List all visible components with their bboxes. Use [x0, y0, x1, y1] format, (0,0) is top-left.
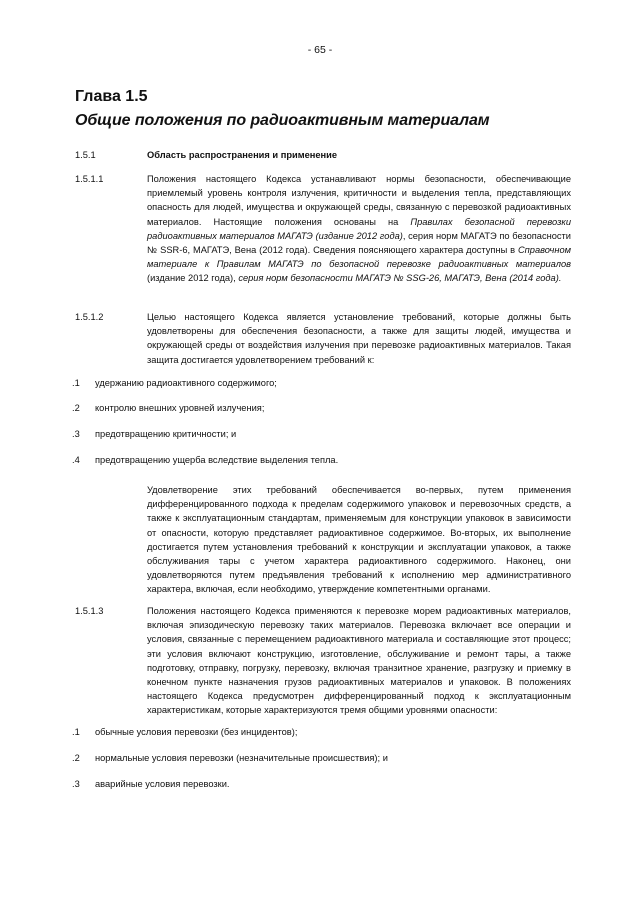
list-item-text: предотвращению ущерба вследствие выделения тепла.	[95, 455, 339, 465]
text-run: , серия норм МАГАТЭ по безопасности № SSR-6, МАГАТЭ, Вена (2012 года). Сведения поясняющего характера доступны в	[147, 230, 571, 256]
list-item-number: .2	[72, 753, 80, 763]
list-item-text: контролю внешних уровней излучения;	[95, 403, 265, 413]
list-item-text: аварийные условия перевозки.	[95, 779, 230, 789]
list-item-number: .1	[72, 727, 80, 737]
text-run-italic: Справочном материале к Правилам МАГАТЭ по безопасной перевозке радиоактивных материалов	[147, 245, 571, 270]
list-item-number: .1	[72, 378, 80, 388]
paragraph	[147, 172, 571, 286]
paragraph: Положения настоящего Кодекса применяются к перевозке морем радиоактивных материалов, включая эпизодическую перевозку таких материалов. Перевозка включает все операции и условия, связанные с перемещением радиоактивного материала и составляющие этот процесс; эти условия включают конструкцию, изготовление, обслуживание и ремонт тары, а также подготовку, отправку, погрузку, перевозку, включая транзитное хранение, разгрузку и приемку в конечном пункте назначения грузов радиоактивных материалов и упаковок. В положениях настоящего Кодекса предусмотрен дифференцированный подход к эксплуатационным характеристикам, которые характеризуются тремя общими уровнями опасности:	[147, 606, 571, 716]
list-item-number: .3	[72, 429, 80, 439]
list-item-number: .3	[72, 779, 80, 789]
paragraph: Удовлетворение этих требований обеспечивается во-первых, путем применения дифференцированного подхода к пределам содержимого упаковок и перевозочных средств, а также к эксплуатационным стандартам, применяемым для конструкции упаковок в зависимости от опасности, которую представляет радиоактивное содержимое. Во-вторых, их выполнение достигается путем установления требований к конструкции и эксплуатации упаковок, а также обслуживания тары с учетом характера радиоактивного содержимого. Наконец, они удовлетворяются путем предъявления требований к исполнению мер административного характера, включая, если необходимо, утверждение компетентными органами.	[147, 485, 571, 595]
paragraph: Целью настоящего Кодекса является установление требований, которые должны быть удовлетворены для обеспечения безопасности, а также для защиты людей, имущества и окружающей среды от воздействия излучения при перевозке радиоактивных материалов. Такая защита достигается удовлетворением требований к:	[147, 312, 571, 365]
list-item-text: удержанию радиоактивного содержимого;	[95, 378, 277, 388]
section-number: 1.5.1.2	[75, 312, 104, 322]
list-item-text: обычные условия перевозки (без инцидентов);	[95, 727, 298, 737]
page-number: - 65 -	[307, 44, 333, 56]
chapter-title: Глава 1.5	[75, 88, 148, 105]
chapter-subtitle: Общие положения по радиоактивным материалам	[75, 112, 490, 129]
list-item-number: .4	[72, 455, 80, 465]
text-run-italic: Правилах безопасной перевозки радиоактивных материалов МАГАТЭ (издание 2012 года)	[147, 216, 571, 241]
list-item-number: .2	[72, 403, 80, 413]
text-run: (издание 2012 года),	[147, 273, 239, 284]
list-item-text: предотвращению критичности; и	[95, 429, 237, 439]
text-run: Положения настоящего Кодекса устанавливают нормы безопасности, обеспечивающие приемлемый уровень контроля излучения, критичности и выделения тепла, представляющих опасность для людей, имущества и окружающей среды, связанную с перевозкой радиоактивных материалов. Настоящие положения основаны на	[147, 174, 571, 227]
text-run-italic: серия норм безопасности МАГАТЭ № SSG-26, МАГАТЭ, Вена (2014 года).	[238, 273, 562, 284]
list-item-text: нормальные условия перевозки (незначительные происшествия); и	[95, 753, 388, 763]
section-number: 1.5.1	[75, 150, 96, 160]
section-heading: Область распространения и применение	[147, 150, 338, 160]
section-number: 1.5.1.3	[75, 606, 104, 616]
section-number: 1.5.1.1	[75, 174, 104, 184]
